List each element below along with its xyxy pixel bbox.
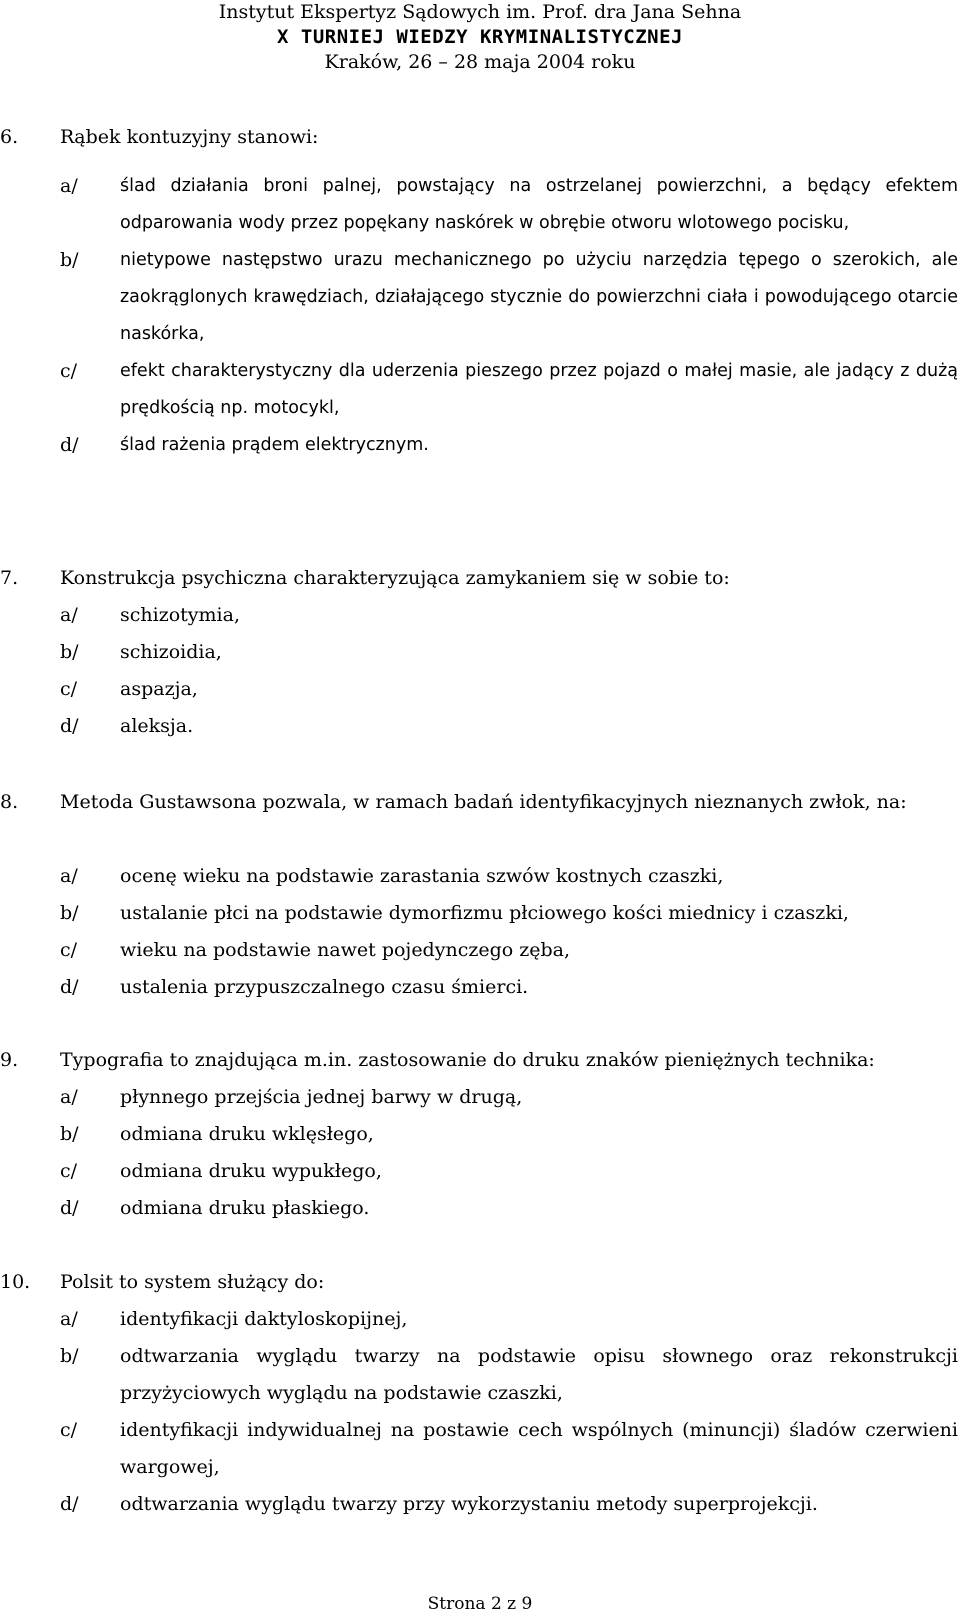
option-label: b/	[60, 641, 79, 663]
option-c	[0, 932, 960, 969]
option-text: identyfikacji daktyloskopijnej,	[120, 1308, 408, 1330]
option-label: b/	[60, 1123, 79, 1145]
option-text: odmiana druku wypukłego,	[120, 1160, 382, 1182]
option-a	[0, 858, 960, 895]
option-label: c/	[60, 678, 78, 700]
option-d	[0, 427, 960, 464]
option-text: płynnego przejścia jednej barwy w drugą,	[120, 1086, 523, 1108]
option-label: a/	[60, 1086, 78, 1108]
option-text: aspazja,	[120, 678, 198, 700]
option-label: a/	[60, 865, 78, 887]
page-number: Strona 2 z 9	[427, 1594, 533, 1614]
option-text: odtwarzania wyglądu twarzy przy wykorzystaniu metody superprojekcji.	[120, 1493, 818, 1515]
option-label: a/	[60, 175, 78, 197]
option-c	[0, 1153, 960, 1190]
option-c	[0, 1412, 960, 1486]
question-text: Konstrukcja psychiczna charakteryzująca zamykaniem się w sobie to:	[60, 567, 730, 589]
option-label: d/	[60, 1493, 79, 1515]
option-label: b/	[60, 1345, 79, 1367]
question-text: Typografia to znajdująca m.in. zastosowanie do druku znaków pieniężnych technika:	[60, 1049, 875, 1071]
option-label: a/	[60, 604, 78, 626]
option-text: identyfikacji indywidualnej na postawie cech wspólnych (minuncji) śladów czerwieni wargowej,	[120, 1419, 958, 1478]
question-6-options	[0, 168, 960, 464]
option-label: c/	[60, 939, 78, 961]
option-label: d/	[60, 715, 79, 737]
question-text: Metoda Gustawsona pozwala, w ramach badań identyfikacyjnych nieznanych zwłok, na:	[60, 791, 907, 813]
option-label: c/	[60, 1160, 78, 1182]
option-text: ślad rażenia prądem elektrycznym.	[120, 435, 429, 455]
option-text: ocenę wieku na podstawie zarastania szwów kostnych czaszki,	[120, 865, 724, 887]
question-10-options	[0, 1301, 960, 1523]
option-a	[0, 1301, 960, 1338]
option-text: wieku na podstawie nawet pojedynczego zęba,	[120, 939, 571, 961]
event-date-place: Kraków, 26 – 28 maja 2004 roku	[324, 51, 636, 73]
option-text: aleksja.	[120, 715, 194, 737]
option-text: odmiana druku wklęsłego,	[120, 1123, 374, 1145]
option-a	[0, 597, 960, 634]
option-text: ustalanie płci na podstawie dymorfizmu płciowego kości miednicy i czaszki,	[120, 902, 849, 924]
question-7-options	[0, 597, 960, 745]
option-label: c/	[60, 1419, 78, 1441]
question-9-options	[0, 1079, 960, 1227]
institute-name: Instytut Ekspertyz Sądowych im. Prof. dra Jana Sehna	[218, 1, 742, 23]
option-d	[0, 1486, 960, 1523]
question-number: 6.	[0, 126, 19, 148]
question-number: 10.	[0, 1271, 31, 1293]
option-d	[0, 1190, 960, 1227]
option-b	[0, 242, 960, 353]
question-text: Rąbek kontuzyjny stanowi:	[60, 126, 319, 148]
question-number: 9.	[0, 1049, 19, 1071]
question-text: Polsit to system służący do:	[60, 1271, 325, 1293]
option-c	[0, 671, 960, 708]
event-title: X TURNIEJ WIEDZY KRYMINALISTYCZNEJ	[277, 26, 683, 48]
question-number: 8.	[0, 791, 19, 813]
option-label: d/	[60, 434, 79, 456]
option-d	[0, 969, 960, 1006]
option-label: d/	[60, 976, 79, 998]
page-header	[0, 0, 960, 75]
option-d	[0, 708, 960, 745]
option-label: b/	[60, 902, 79, 924]
option-a	[0, 168, 960, 242]
question-8-options	[0, 858, 960, 1006]
option-c	[0, 353, 960, 427]
option-b	[0, 1116, 960, 1153]
option-text: schizoidia,	[120, 641, 222, 663]
option-text: odmiana druku płaskiego.	[120, 1197, 370, 1219]
option-text: efekt charakterystyczny dla uderzenia pieszego przez pojazd o małej masie, ale jadący z dużą prędkością np. motocykl,	[120, 361, 958, 418]
question-number: 7.	[0, 567, 19, 589]
option-b	[0, 634, 960, 671]
option-b	[0, 1338, 960, 1412]
option-b	[0, 895, 960, 932]
option-label: c/	[60, 360, 78, 382]
option-text: nietypowe następstwo urazu mechanicznego po użyciu narzędzia tępego o szerokich, ale zaokrąglonych krawędziach, działającego stycznie do powierzchni ciała i powodującego otarcie naskórka,	[120, 250, 958, 344]
option-label: a/	[60, 1308, 78, 1330]
option-label: b/	[60, 249, 79, 271]
option-text: ślad działania broni palnej, powstający na ostrzelanej powierzchni, a będący efektem odparowania wody przez popękany naskórek w obrębie otworu wlotowego pocisku,	[120, 176, 958, 233]
option-text: schizotymia,	[120, 604, 240, 626]
option-label: d/	[60, 1197, 79, 1219]
option-text: ustalenia przypuszczalnego czasu śmierci.	[120, 976, 529, 998]
option-text: odtwarzania wyglądu twarzy na podstawie opisu słownego oraz rekonstrukcji przyżyciowych wyglądu na podstawie czaszki,	[120, 1345, 958, 1404]
option-a	[0, 1079, 960, 1116]
